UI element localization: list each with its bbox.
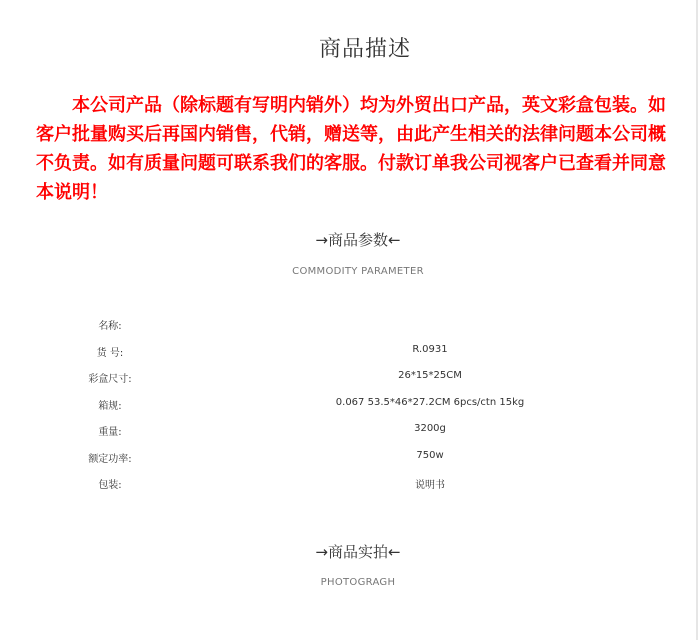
param-row-packaging bbox=[0, 470, 698, 497]
parameters-table bbox=[0, 311, 698, 497]
param-label: 重量: bbox=[98, 427, 122, 438]
param-row-weight bbox=[0, 417, 698, 444]
param-row-rated-power bbox=[0, 444, 698, 471]
param-value: 0.067 53.5*46*27.2CM 6pcs/ctn 15kg bbox=[335, 396, 525, 408]
param-value: R.0931 bbox=[412, 343, 448, 355]
param-value: 3200g bbox=[414, 423, 446, 434]
param-label: 额定功率: bbox=[88, 453, 132, 465]
param-value: 说明书 bbox=[415, 480, 445, 491]
param-label: 名称: bbox=[98, 321, 122, 332]
param-label: 箱规: bbox=[98, 400, 122, 412]
photo-heading: →商品实拍← bbox=[315, 543, 401, 561]
param-label: 货 号: bbox=[96, 347, 124, 359]
param-row-carton-spec bbox=[0, 391, 698, 418]
param-value: 26*15*25CM bbox=[398, 370, 462, 381]
parameters-heading: →商品参数← bbox=[315, 231, 401, 249]
parameters-subheading: COMMODITY PARAMETER bbox=[292, 266, 424, 277]
param-value: 750w bbox=[416, 449, 444, 461]
page-title: 商品描述 bbox=[318, 37, 411, 62]
param-row-box-size bbox=[0, 364, 698, 391]
param-row-item-number bbox=[0, 338, 698, 365]
param-label: 彩盒尺寸: bbox=[88, 374, 132, 385]
export-notice: 本公司产品（除标题有写明内销外）均为外贸出口产品，英文彩盒包装。如客户批量购买后再国内销售，代销，赠送等，由此产生相关的法律问题本公司概不负责。如有质量问题可联系我们的客服。付款订单我公司视客户已查看并同意本说明！ bbox=[36, 95, 666, 203]
photo-subheading: PHOTOGRAGH bbox=[320, 577, 396, 588]
param-row-name bbox=[0, 311, 698, 338]
param-label: 包装: bbox=[98, 480, 122, 491]
